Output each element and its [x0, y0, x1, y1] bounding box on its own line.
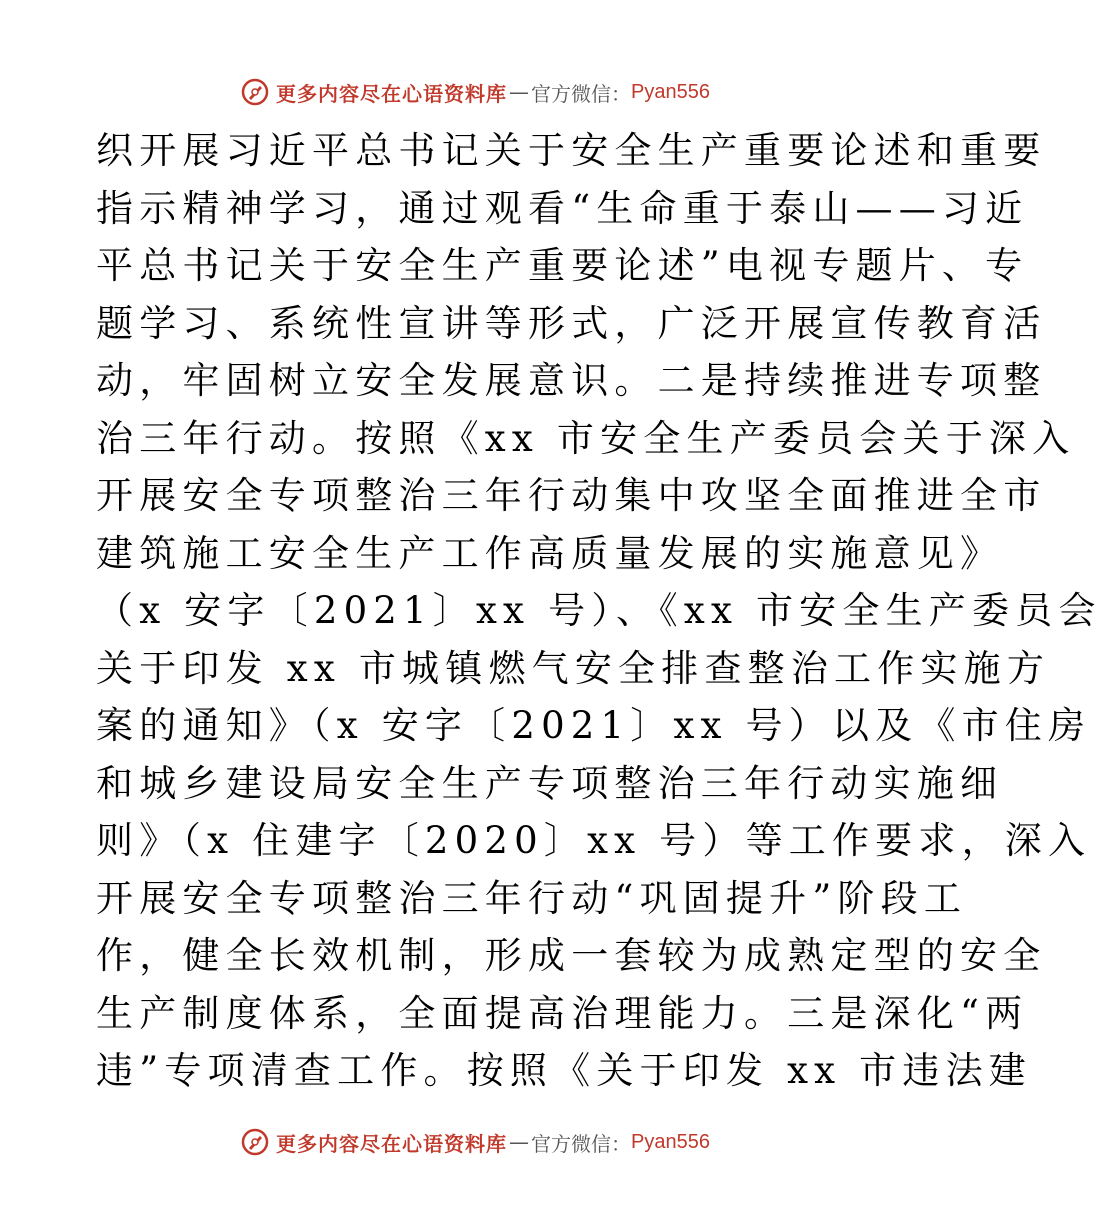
- watermark-brand: 更多内容尽在心语资料库: [276, 81, 508, 106]
- text-line: 作，健全长效机制，形成一套较为成熟定型的安全: [96, 934, 1047, 977]
- watermark-wechat-id: Pyan556: [631, 80, 710, 103]
- text-line: 关于印发 xx 市城镇燃气安全排查整治工作实施方: [96, 646, 1051, 690]
- text-line: 开展安全专项整治三年行动“巩固提升”阶段工: [96, 876, 968, 920]
- watermark-wechat-id: Pyan556: [631, 1130, 710, 1153]
- watermark-separator: —: [509, 80, 530, 104]
- watermark-separator: —: [509, 1130, 530, 1154]
- text-line: （x 安字〔2021〕xx 号）、《xx 市安全生产委员会: [96, 589, 1102, 632]
- watermark-label: 官方微信：: [531, 1131, 632, 1156]
- text-line: 和城乡建设局安全生产专项整治三年行动实施细: [96, 761, 1004, 805]
- text-line: 题学习、系统性宣讲等形式，广泛开展宣传教育活: [96, 301, 1047, 345]
- watermark-label: 官方微信：: [531, 81, 632, 106]
- text-line: 治三年行动。按照《xx 市安全生产委员会关于深入: [96, 416, 1076, 460]
- text-line: 违”专项清查工作。按照《关于印发 xx 市违法建: [96, 1049, 1032, 1092]
- text-line: 案的通知》（x 安字〔2021〕xx 号）以及《市住房: [96, 704, 1092, 747]
- watermark-brand: 更多内容尽在心语资料库: [276, 1131, 508, 1156]
- footer-watermark: [0, 1122, 950, 1162]
- document-body: [96, 122, 1102, 1100]
- text-line: 动，牢固树立安全发展意识。二是持续推进专项整: [96, 359, 1047, 402]
- text-line: 平总书记关于安全生产重要论述”电视专题片、专: [96, 244, 1029, 287]
- text-line: 生产制度体系，全面提高治理能力。三是深化“两: [96, 991, 1029, 1035]
- header-watermark: [0, 72, 950, 112]
- pen-circle-logo-icon: [240, 77, 270, 107]
- text-line: 则》（x 住建字〔2020〕xx 号）等工作要求，深入: [96, 819, 1092, 862]
- pen-circle-logo-icon: [240, 1127, 270, 1157]
- text-line: 织开展习近平总书记关于安全生产重要论述和重要: [96, 129, 1047, 172]
- text-line: 指示精神学习，通过观看“生命重于泰山——习近: [96, 186, 1029, 230]
- text-line: 建筑施工安全生产工作高质量发展的实施意见》: [96, 531, 1004, 575]
- text-line: 开展安全专项整治三年行动集中攻坚全面推进全市: [96, 474, 1047, 517]
